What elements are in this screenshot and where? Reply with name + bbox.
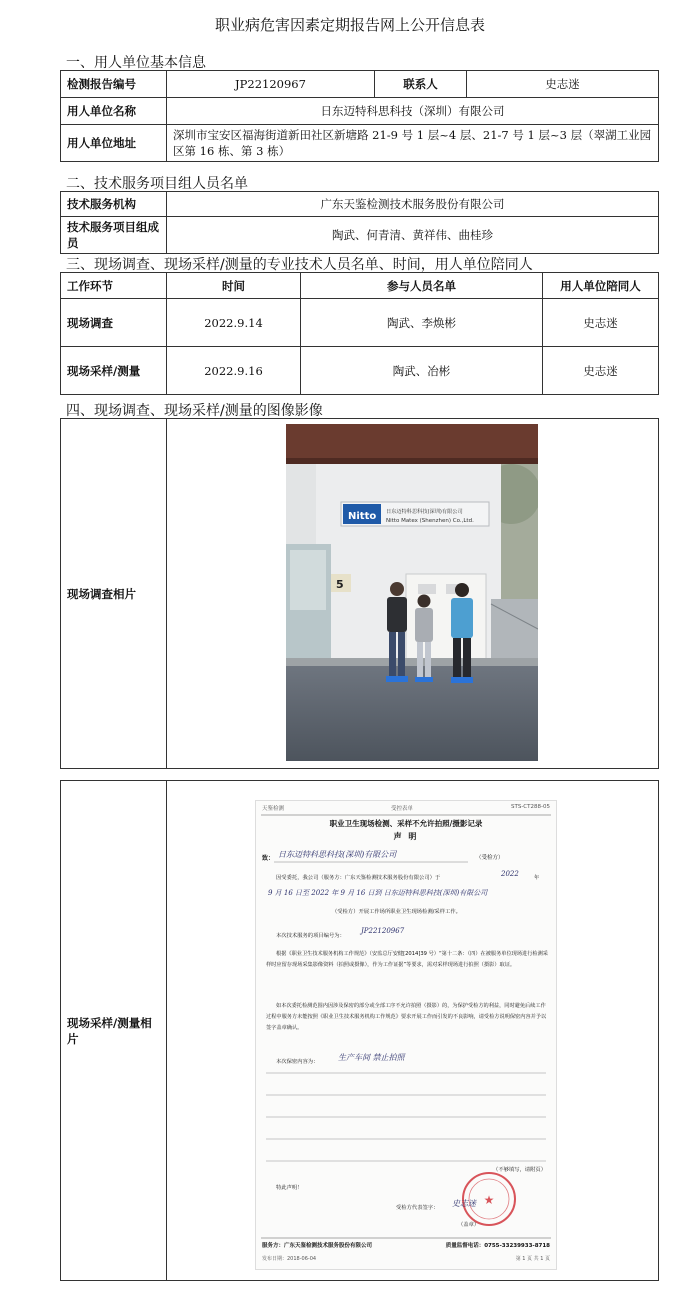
doc-year-unit: 年	[534, 875, 540, 881]
sign-english: Nitto Matex (Shenzhen) Co.,Ltd.	[386, 518, 474, 524]
header-date: 时间	[167, 273, 301, 299]
address-value: 深圳市宝安区福海街道新田社区新塘路 21-9 号 1 层~4 层、21-7 号 1 层~3 层（翠湖工业园区第 16 栋、第 3 栋）	[167, 125, 659, 162]
doc-seal-label: （盖章）	[458, 1222, 480, 1228]
header-escort: 用人单位陪同人	[543, 273, 659, 299]
svg-text:★: ★	[483, 1193, 495, 1207]
report-no-label: 检测报告编号	[61, 71, 167, 98]
table-row	[61, 347, 659, 395]
contact-value: 史志迷	[467, 71, 659, 98]
doc-subtitle: 声 明	[393, 832, 419, 841]
members-value: 陶武、何青清、黄祥伟、曲桂珍	[167, 217, 659, 254]
header-people: 参与人员名单	[301, 273, 543, 299]
people-cell: 陶武、冶彬	[301, 347, 543, 395]
company-value: 日东迈特科思科技（深圳）有限公司	[167, 98, 659, 125]
date-cell: 2022.9.14	[167, 299, 301, 347]
door-number: 5	[336, 578, 344, 591]
doc-rep-signature: 史志迷	[452, 1199, 476, 1208]
schedule-table	[60, 272, 659, 395]
report-no-value: JP22120967	[167, 71, 375, 98]
doc-header-right: STS-CT288-05	[510, 804, 550, 810]
doc-paragraph-2: （受检方）开展工作场所职业卫生现场检测/采样工作。	[332, 909, 461, 915]
team-table	[60, 191, 659, 254]
doc-footer-left: 服务方：广东天鉴检测技术服务股份有限公司	[262, 1243, 373, 1249]
doc-footer-date: 发布日期：2018-06-04	[262, 1256, 317, 1262]
sampling-document-photo	[255, 800, 557, 1270]
doc-note: （不够填写，请附页）	[493, 1167, 546, 1173]
table-row	[61, 299, 659, 347]
sampling-photo-label: 现场采样/测量相片	[61, 781, 167, 1281]
doc-closing: 特此声明！	[276, 1185, 303, 1191]
basic-info-table	[60, 70, 659, 162]
org-label: 技术服务机构	[61, 192, 167, 217]
company-label: 用人单位名称	[61, 98, 167, 125]
page-title: 职业病危害因素定期报告网上公开信息表	[214, 16, 485, 34]
doc-to-prefix: 致：	[262, 855, 275, 862]
doc-paragraph-3: 根据《职业卫生技术服务机构工作规范》（安监总厅安健[2014]39 号）“第十二条：（四）在被服务单位现场进行检测采样时应留存现场采集影像资料（拍照或摄像），作为工作证据”等要求，需对采样现场进行拍照（摄影）取证。	[266, 951, 548, 968]
doc-header-left: 天鉴检测	[262, 806, 285, 812]
section-1-heading: 一、用人单位基本信息	[66, 55, 206, 71]
doc-secret-handwriting: 生产车间 禁止拍照	[338, 1053, 405, 1062]
doc-date-handwriting: 9 月 16 日至 2022 年 9 月 16 日到 日东迈特科思科技(深圳)有限公司	[268, 889, 488, 897]
doc-year-handwriting: 2022	[501, 870, 519, 878]
site-survey-photo	[286, 424, 538, 761]
doc-paragraph-4: 如本次委托检测范围内因涉及保密的部分或全部工序不允许拍照（摄影）的，为保护受检方的利益，同时避免后续工作过程中服务方未能按照《职业卫生技术服务机构工作规范》要求开展工作而引发的不良影响，请受检方说明保密内容并予以签字盖章确认。	[266, 1003, 547, 1031]
doc-to-suffix: （受检方）	[476, 855, 504, 861]
date-cell: 2022.9.16	[167, 347, 301, 395]
org-value: 广东天鉴检测技术服务股份有限公司	[167, 192, 659, 217]
doc-to-handwriting: 日东迈特科思科技(深圳)有限公司	[278, 850, 397, 859]
doc-footer-page: 第 1 页 共 1 页	[515, 1256, 550, 1262]
members-label: 技术服务项目组成员	[61, 217, 167, 254]
escort-cell: 史志迷	[543, 299, 659, 347]
section-2-heading: 二、技术服务项目组人员名单	[66, 176, 248, 192]
doc-project-handwriting: JP22120967	[361, 927, 405, 935]
sign-brand: Nitto	[348, 511, 377, 522]
sign-text: 日东迈特科思科技(深圳)有限公司	[386, 509, 463, 515]
people-cell: 陶武、李焕彬	[301, 299, 543, 347]
section-4-heading: 四、现场调查、现场采样/测量的图像影像	[66, 403, 323, 419]
doc-secret-label: 本次保密内容为：	[276, 1059, 319, 1065]
doc-rep-label: 受检方代表签字：	[396, 1205, 439, 1211]
survey-photo-label: 现场调查相片	[61, 419, 167, 769]
doc-title: 职业卫生现场检测、采样不允许拍照/摄影记录	[329, 819, 483, 828]
header-stage: 工作环节	[61, 273, 167, 299]
doc-project-label: 本次技术服务的项目编号为：	[276, 933, 345, 939]
doc-header-mid: 受控表单	[391, 806, 414, 812]
section-3-heading: 三、现场调查、现场采样/测量的专业技术人员名单、时间，用人单位陪同人	[66, 257, 533, 273]
escort-cell: 史志迷	[543, 347, 659, 395]
stage-cell: 现场调查	[61, 299, 167, 347]
stage-cell: 现场采样/测量	[61, 347, 167, 395]
doc-footer-right: 质量监督电话：0755-33239933-8718	[445, 1243, 550, 1249]
address-label: 用人单位地址	[61, 125, 167, 162]
contact-label: 联系人	[375, 71, 467, 98]
doc-paragraph-1: 因受委托，我公司（服务方：广东天鉴检测技术服务股份有限公司）于	[276, 875, 441, 881]
